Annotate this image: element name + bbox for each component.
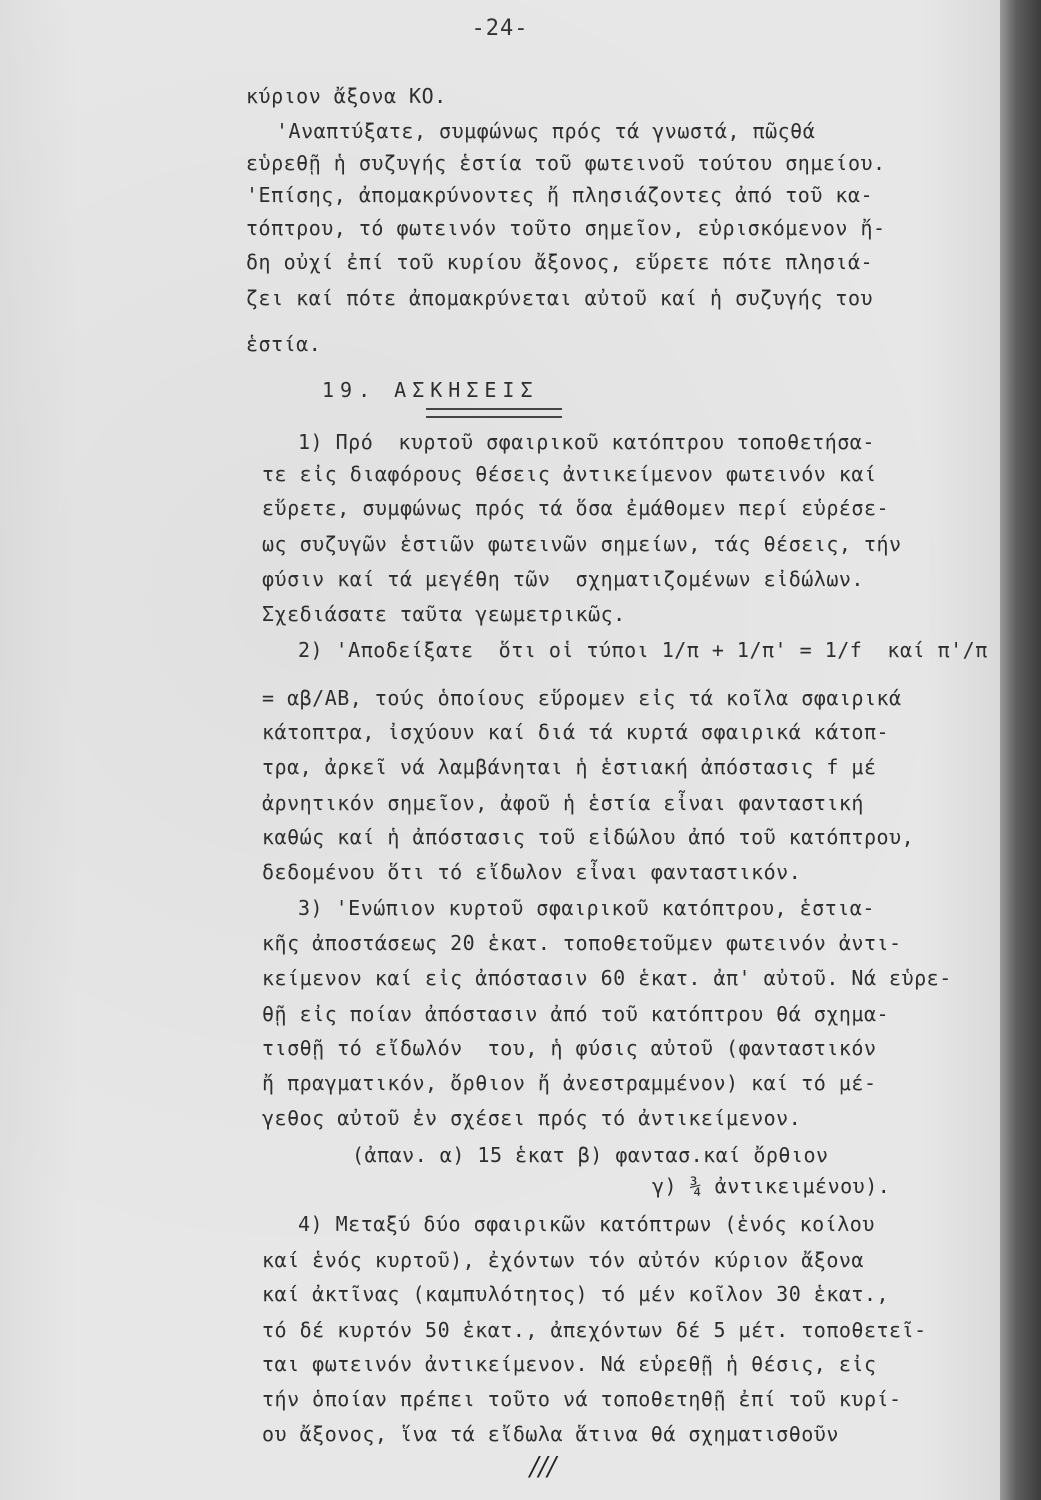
text-line: τρα, ἀρκεῖ νά λαμβάνηται ἡ ἑστιακή ἀπόστασις f μέ	[262, 755, 877, 779]
text-line: 1) Πρό κυρτοῦ σφαιρικοῦ κατόπτρου τοποθετήσα-	[298, 430, 875, 454]
text-line: 4) Μεταξύ δύο σφαιρικῶν κατόπτρων (ἑνός κοίλου	[298, 1212, 875, 1236]
book-binding-edge	[1000, 0, 1041, 1500]
text-line: ἑστία.	[246, 332, 322, 356]
text-line: 2) 'Αποδείξατε ὅτι οἱ τύποι 1/π + 1/π' = 1/f καί π'/π	[298, 638, 988, 662]
text-line: 'Αναπτύξατε, συμφώνως πρός τά γνωστά, πῶςθά	[276, 119, 816, 143]
text-line: τόπτρου, τό φωτεινόν τοῦτο σημεῖον, εὑρισκόμενον ἤ-	[246, 216, 886, 240]
text-line: καθώς καί ἡ ἀπόστασις τοῦ εἰδώλου ἀπό τοῦ κατόπτρου,	[262, 825, 915, 849]
text-line: ἤ πραγματικόν, ὄρθιον ἤ ἀνεστραμμένον) καί τό μέ-	[262, 1071, 877, 1095]
page-end-mark: ///	[530, 1452, 557, 1482]
text-line: κείμενον καί εἰς ἀπόστασιν 60 ἑκατ. ἀπ' αὐτοῦ. Νά εὑρε-	[262, 966, 952, 990]
text-line: εὑρεθῇ ἡ συζυγής ἑστία τοῦ φωτεινοῦ τούτου σημείου.	[246, 151, 886, 175]
text-line: τό δέ κυρτόν 50 ἑκατ., ἀπεχόντων δέ 5 μέτ. τοποθετεῖ-	[262, 1318, 927, 1342]
text-line: ως συζυγῶν ἑστιῶν φωτεινῶν σημείων, τάς θέσεις, τήν	[262, 532, 902, 556]
text-line: τισθῇ τό εἴδωλόν του, ἡ φύσις αὐτοῦ (φανταστικόν	[262, 1036, 877, 1060]
text-line: κῆς ἀποστάσεως 20 ἑκατ. τοποθετοῦμεν φωτεινόν ἀντι-	[262, 931, 902, 955]
text-line: κάτοπτρα, ἰσχύουν καί διά τά κυρτά σφαιρικά κάτοπ-	[262, 720, 890, 744]
text-line: κύριον ἄξονα ΚΟ.	[246, 84, 447, 108]
text-line: = αβ/ΑΒ, τούς ὁποίους εὕρομεν εἰς τά κοῖλα σφαιρικά	[262, 686, 902, 710]
section-heading: 19. ΑΣΚΗΣΕΙΣ	[322, 378, 539, 402]
text-line: Σχεδιάσατε ταῦτα γεωμετρικῶς.	[262, 602, 626, 626]
text-line: ου ἄξονος, ἵνα τά εἴδωλα ἅτινα θά σχηματισθοῦν	[262, 1422, 839, 1446]
text-line: γεθος αὐτοῦ ἐν σχέσει πρός τό ἀντικείμενον.	[262, 1106, 802, 1130]
text-line: 3) 'Ενώπιον κυρτοῦ σφαιρικοῦ κατόπτρου, ἑστια-	[298, 896, 875, 920]
text-line: τε εἰς διαφόρους θέσεις ἀντικείμενον φωτεινόν καί	[262, 462, 877, 486]
text-line: καί ἑνός κυρτοῦ), ἐχόντων τόν αὐτόν κύριον ἄξονα	[262, 1248, 864, 1272]
text-line: τήν ὁποίαν πρέπει τοῦτο νά τοποθετηθῇ ἐπί τοῦ κυρί-	[262, 1387, 902, 1411]
page-number: -24-	[471, 16, 529, 41]
text-line: καί ἀκτῖνας (καμπυλότητος) τό μέν κοῖλον 30 ἑκατ.,	[262, 1282, 890, 1306]
heading-underline	[426, 408, 562, 418]
text-line: εὕρετε, συμφώνως πρός τά ὅσα ἐμάθομεν περί εὑρέσε-	[262, 496, 890, 520]
text-line: δη οὐχί ἐπί τοῦ κυρίου ἄξονος, εὕρετε πότε πλησιά-	[246, 250, 874, 274]
text-line: ζει καί πότε ἀπομακρύνεται αὐτοῦ καί ἡ συζυγής του	[246, 286, 874, 310]
text-line: 'Επίσης, ἀπομακρύνοντες ἤ πλησιάζοντες ἀπό τοῦ κα-	[246, 183, 874, 207]
text-line: ἀρνητικόν σημεῖον, ἀφοῦ ἡ ἑστία εἶναι φανταστική	[262, 791, 864, 815]
text-line: θῇ εἰς ποίαν ἀπόστασιν ἀπό τοῦ κατόπτρου θά σχημα-	[262, 1002, 890, 1026]
answer-line: (ἀπαν. α) 15 ἑκατ β) φαντασ.καί ὄρθιον	[352, 1143, 829, 1167]
text-line: φύσιν καί τά μεγέθη τῶν σχηματιζομένων εἰδώλων.	[262, 567, 864, 591]
text-line: ται φωτεινόν ἀντικείμενον. Νά εὑρεθῇ ἡ θέσις, εἰς	[262, 1352, 877, 1376]
text-line: δεδομένου ὅτι τό εἴδωλον εἶναι φανταστικόν.	[262, 860, 802, 884]
answer-line: γ) ¾ ἀντικειμένου).	[652, 1174, 891, 1198]
